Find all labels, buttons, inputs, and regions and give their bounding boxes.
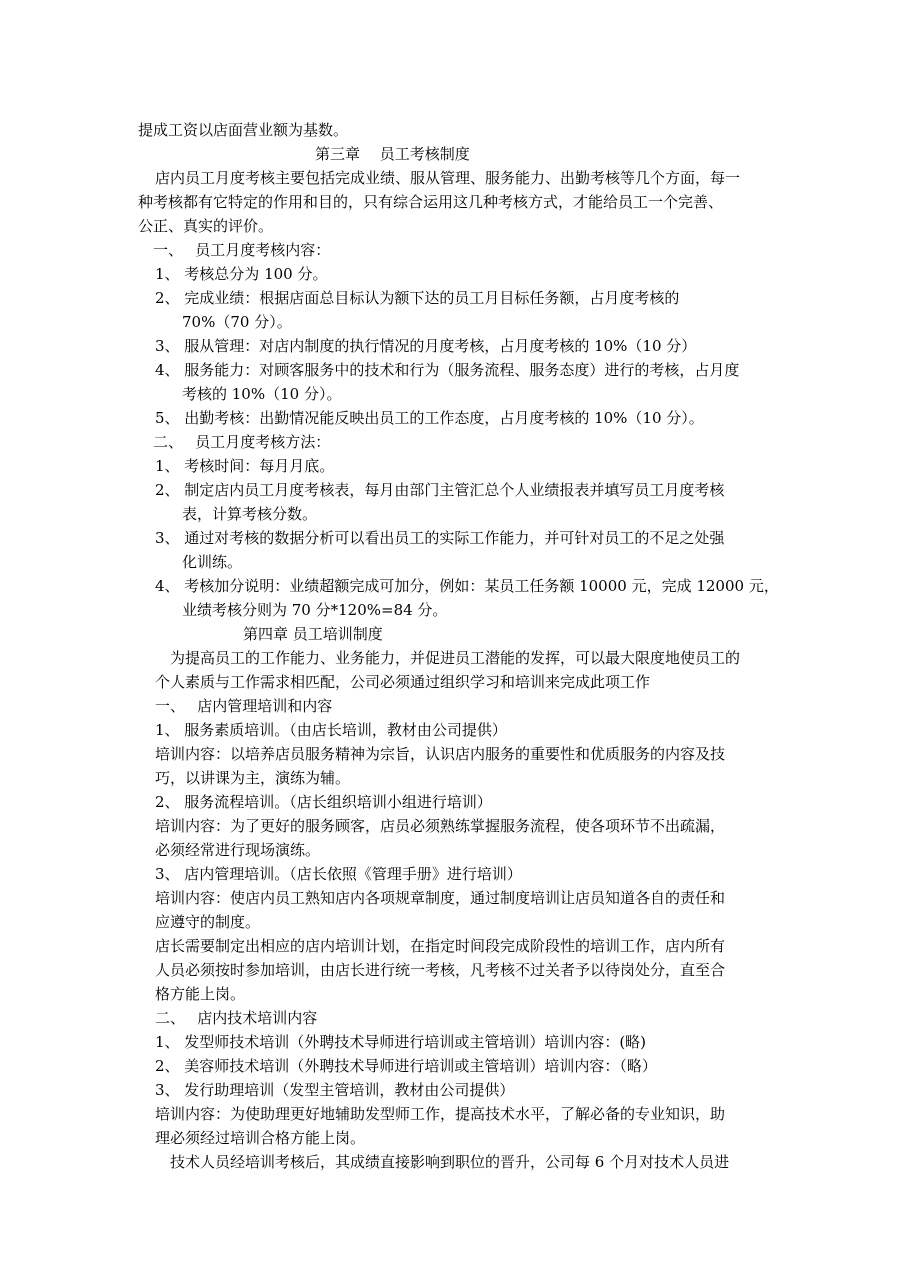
paragraph-line: 培训内容：为了更好的服务顾客，店员必须熟练掌握服务流程，使各项环节不出疏漏， <box>155 817 726 835</box>
paragraph-line: 技术人员经培训考核后，其成绩直接影响到职位的晋升，公司每 6 个月对技术人员进 <box>170 1153 730 1171</box>
paragraph-line: 公正、真实的评价。 <box>138 217 274 235</box>
section-heading: 一、 员工月度考核内容： <box>153 241 331 259</box>
paragraph-line: 培训内容：使店内员工熟知店内各项规章制度，通过制度培训让店员知道各自的责任和 <box>155 889 726 907</box>
list-item: 4、 服务能力：对顾客服务中的技术和行为（服务流程、服务态度）进行的考核，占月度 <box>155 361 740 379</box>
paragraph-line: 理必须经过培训合格方能上岗。 <box>155 1129 366 1147</box>
paragraph-line: 为提高员工的工作能力、业务能力，并促进员工潜能的发挥，可以最大限度地使员工的 <box>170 649 741 667</box>
paragraph-line: 应遵守的制度。 <box>155 913 261 931</box>
list-item: 3、 发行助理培训（发型主管培训，教材由公司提供） <box>155 1081 515 1099</box>
list-item: 2、 美容师技术培训（外聘技术导师进行培训或主管培训）培训内容：（略） <box>155 1057 657 1075</box>
section-heading: 二、 员工月度考核方法： <box>153 433 331 451</box>
list-item: 2、 制定店内员工月度考核表，每月由部门主管汇总个人业绩报表并填写员工月度考核 <box>155 481 725 499</box>
list-item: 3、 通过对考核的数据分析可以看出员工的实际工作能力，并可针对员工的不足之处强 <box>155 529 725 547</box>
paragraph-line: 巧，以讲课为主，演练为辅。 <box>155 769 351 787</box>
list-item-continuation: 化训练。 <box>182 553 243 571</box>
paragraph-line: 必须经常进行现场演练。 <box>155 841 321 859</box>
list-item: 5、 出勤考核：出勤情况能反映出员工的工作态度，占月度考核的 10%（10 分）。 <box>155 409 704 427</box>
text-line: 提成工资以店面营业额为基数。 <box>138 121 349 139</box>
list-item: 1、 考核时间：每月月底。 <box>155 457 335 475</box>
list-item-continuation: 考核的 10%（10 分）。 <box>182 385 342 403</box>
paragraph-line: 培训内容：以培养店员服务精神为宗旨，认识店内服务的重要性和优质服务的内容及技 <box>155 745 726 763</box>
chapter-heading: 第四章 员工培训制度 <box>243 625 383 643</box>
chapter-heading: 第三章 员工考核制度 <box>315 145 470 163</box>
list-item-continuation: 表，计算考核分数。 <box>182 505 318 523</box>
paragraph-line: 格方能上岗。 <box>155 985 246 1003</box>
paragraph-line: 个人素质与工作需求相匹配，公司必须通过组织学习和培训来完成此项工作 <box>155 673 651 691</box>
paragraph-line: 人员必须按时参加培训，由店长进行统一考核，凡考核不过关者予以待岗处分，直至合 <box>155 961 726 979</box>
paragraph-line: 店内员工月度考核主要包括完成业绩、服从管理、服务能力、出勤考核等几个方面，每一 <box>155 169 741 187</box>
list-item: 1、 发型师技术培训（外聘技术导师进行培训或主管培训）培训内容：(略) <box>155 1033 647 1051</box>
paragraph-line: 种考核都有它特定的作用和目的，只有综合运用这几种考核方式，才能给员工一个完善、 <box>138 193 724 211</box>
list-item-continuation: 70%（70 分）。 <box>182 313 292 331</box>
paragraph-line: 店长需要制定出相应的店内培训计划，在指定时间段完成阶段性的培训工作，店内所有 <box>155 937 726 955</box>
paragraph-line: 培训内容：为使助理更好地辅助发型师工作，提高技术水平，了解必备的专业知识，助 <box>155 1105 726 1123</box>
list-item: 4、 考核加分说明：业绩超额完成可加分，例如：某员工任务额 10000 元，完成 12000 元， <box>155 577 779 595</box>
list-item: 2、 完成业绩：根据店面总目标认为额下达的员工月目标任务额，占月度考核的 <box>155 289 680 307</box>
section-heading: 一、 店内管理培训和内容 <box>155 697 333 715</box>
list-item: 2、 服务流程培训。（店长组织培训小组进行培训） <box>155 793 492 811</box>
section-heading: 二、 店内技术培训内容 <box>155 1009 318 1027</box>
list-item: 3、 服从管理：对店内制度的执行情况的月度考核，占月度考核的 10%（10 分） <box>155 337 697 355</box>
list-item: 3、 店内管理培训。（店长依照《管理手册》进行培训） <box>155 865 522 883</box>
list-item-continuation: 业绩考核分则为 70 分*120%=84 分。 <box>182 601 448 619</box>
list-item: 1、 考核总分为 100 分。 <box>155 265 328 283</box>
list-item: 1、 服务素质培训。（由店长培训，教材由公司提供） <box>155 721 507 739</box>
